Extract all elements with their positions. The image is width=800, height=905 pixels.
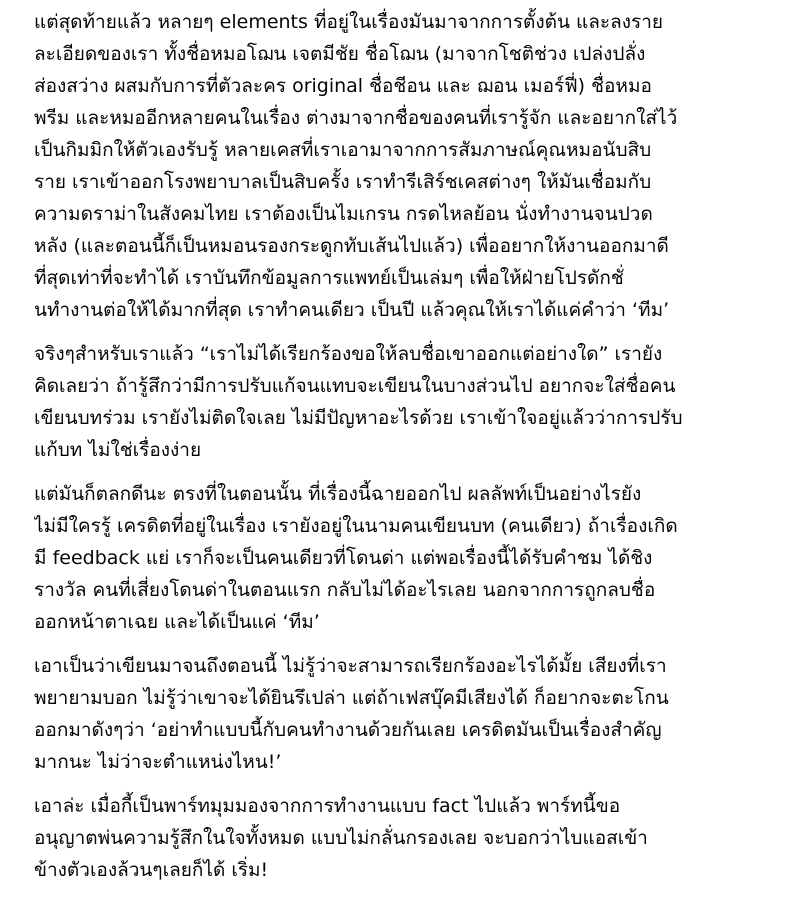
text-line: แก้บท ไม่ใช่เรื่องง่าย	[34, 439, 202, 461]
text-line: ราย เราเข้าออกโรงพยาบาลเป็นสิบครั้ง เราทำรีเสิร์ชเคสต่างๆ ให้มันเชื่อมกับ	[34, 171, 652, 193]
text-line: รางวัล คนที่เสี่ยงโดนด่าในตอนแรก กลับไม่ได้อะไรเลย นอกจากการถูกลบชื่อ	[34, 579, 656, 601]
text-line: เอาล่ะ เมื่อกี้เป็นพาร์ทมุมมองจากการทำงานแบบ fact ไปแล้ว พาร์ทนี้ขอ	[34, 795, 621, 817]
text-line: เขียนบทร่วม เรายังไม่ติดใจเลย ไม่มีปัญหาอะไรด้วย เราเข้าใจอยู่แล้วว่าการปรับ	[34, 407, 683, 429]
paragraph-4	[34, 650, 768, 778]
text-line: จริงๆสำหรับเราแล้ว “เราไม่ได้เรียกร้องขอให้ลบชื่อเขาออกแต่อย่างใด” เรายัง	[34, 343, 663, 365]
text-line: ความดราม่าในสังคมไทย เราต้องเป็นไมเกรน กรดไหลย้อน นั่งทำงานจนปวด	[34, 203, 653, 225]
text-line: หลัง (และตอนนี้ก็เป็นหมอนรองกระดูกทับเส้นไปแล้ว) เพื่ออยากให้งานออกมาดี	[34, 235, 669, 257]
paragraph-2	[34, 338, 768, 466]
text-line: เอาเป็นว่าเขียนมาจนถึงตอนนี้ ไม่รู้ว่าจะสามารถเรียกร้องอะไรได้มั้ย เสียงที่เรา	[34, 655, 667, 677]
text-line: มี feedback แย่ เราก็จะเป็นคนเดียวที่โดนด่า แต่พอเรื่องนี้ได้รับคำชม ได้ชิง	[34, 547, 653, 569]
text-line: ออกมาดังๆว่า ‘อย่าทำแบบนี้กับคนทำงานด้วยกันเลย เครดิตมันเป็นเรื่องสำคัญ	[34, 719, 662, 741]
text-line: คิดเลยว่า ถ้ารู้สึกว่ามีการปรับแก้จนแทบจะเขียนในบางส่วนไป อยากจะใส่ชื่อคน	[34, 375, 676, 397]
text-line: แต่มันก็ตลกดีนะ ตรงที่ในตอนนั้น ที่เรื่องนี้ฉายออกไป ผลลัพท์เป็นอย่างไรยัง	[34, 483, 642, 505]
paragraph-1	[34, 6, 768, 326]
text-line: เป็นกิมมิกให้ตัวเองรับรู้ หลายเคสที่เราเอามาจากการสัมภาษณ์คุณหมอนับสิบ	[34, 139, 652, 161]
paragraph-5	[34, 790, 768, 886]
text-line: อนุญาตพ่นความรู้สึกในใจทั้งหมด แบบไม่กลั่นกรองเลย จะบอกว่าไบแอสเข้า	[34, 827, 648, 849]
text-line: พรีม และหมออีกหลายคนในเรื่อง ต่างมาจากชื่อของคนที่เรารู้จัก และอยากใส่ไว้	[34, 107, 678, 129]
paragraph-3	[34, 478, 768, 638]
text-line: พยายามบอก ไม่รู้ว่าเขาจะได้ยินรึเปล่า แต่ถ้าเฟสบุ๊คมีเสียงได้ ก็อยากจะตะโกน	[34, 687, 669, 709]
text-line: ออกหน้าตาเฉย และได้เป็นแค่ ‘ทีม’	[34, 611, 320, 633]
text-line: ละเอียดของเรา ทั้งชื่อหมอโฌน เจตมีชัย ชื่อโฌน (มาจากโชติช่วง เปล่งปลั่ง	[34, 43, 646, 65]
text-line: มากนะ ไม่ว่าจะตำแหน่งไหน!’	[34, 751, 282, 773]
text-line: ที่สุดเท่าที่จะทำได้ เราบันทึกข้อมูลการแพทย์เป็นเล่มๆ เพื่อให้ฝ่ายโปรดักชั่	[34, 267, 624, 289]
text-line: ข้างตัวเองล้วนๆเลยก็ได้ เริ่ม!	[34, 859, 269, 881]
text-line: ส่องสว่าง ผสมกับการที่ตัวละคร original ชื่อชีอน และ ฌอน เมอร์ฟี่) ชื่อหมอ	[34, 75, 652, 97]
text-line: นทำงานต่อให้ได้มากที่สุด เราทำคนเดียว เป็นปี แล้วคุณให้เราได้แค่คำว่า ‘ทีม’	[34, 299, 670, 321]
text-line: แต่สุดท้ายแล้ว หลายๆ elements ที่อยู่ในเรื่องมันมาจากการตั้งต้น และลงราย	[34, 11, 664, 33]
text-line: ไม่มีใครรู้ เครดิตที่อยู่ในเรื่อง เรายังอยู่ในนามคนเขียนบท (คนเดียว) ถ้าเรื่องเกิด	[34, 515, 678, 537]
